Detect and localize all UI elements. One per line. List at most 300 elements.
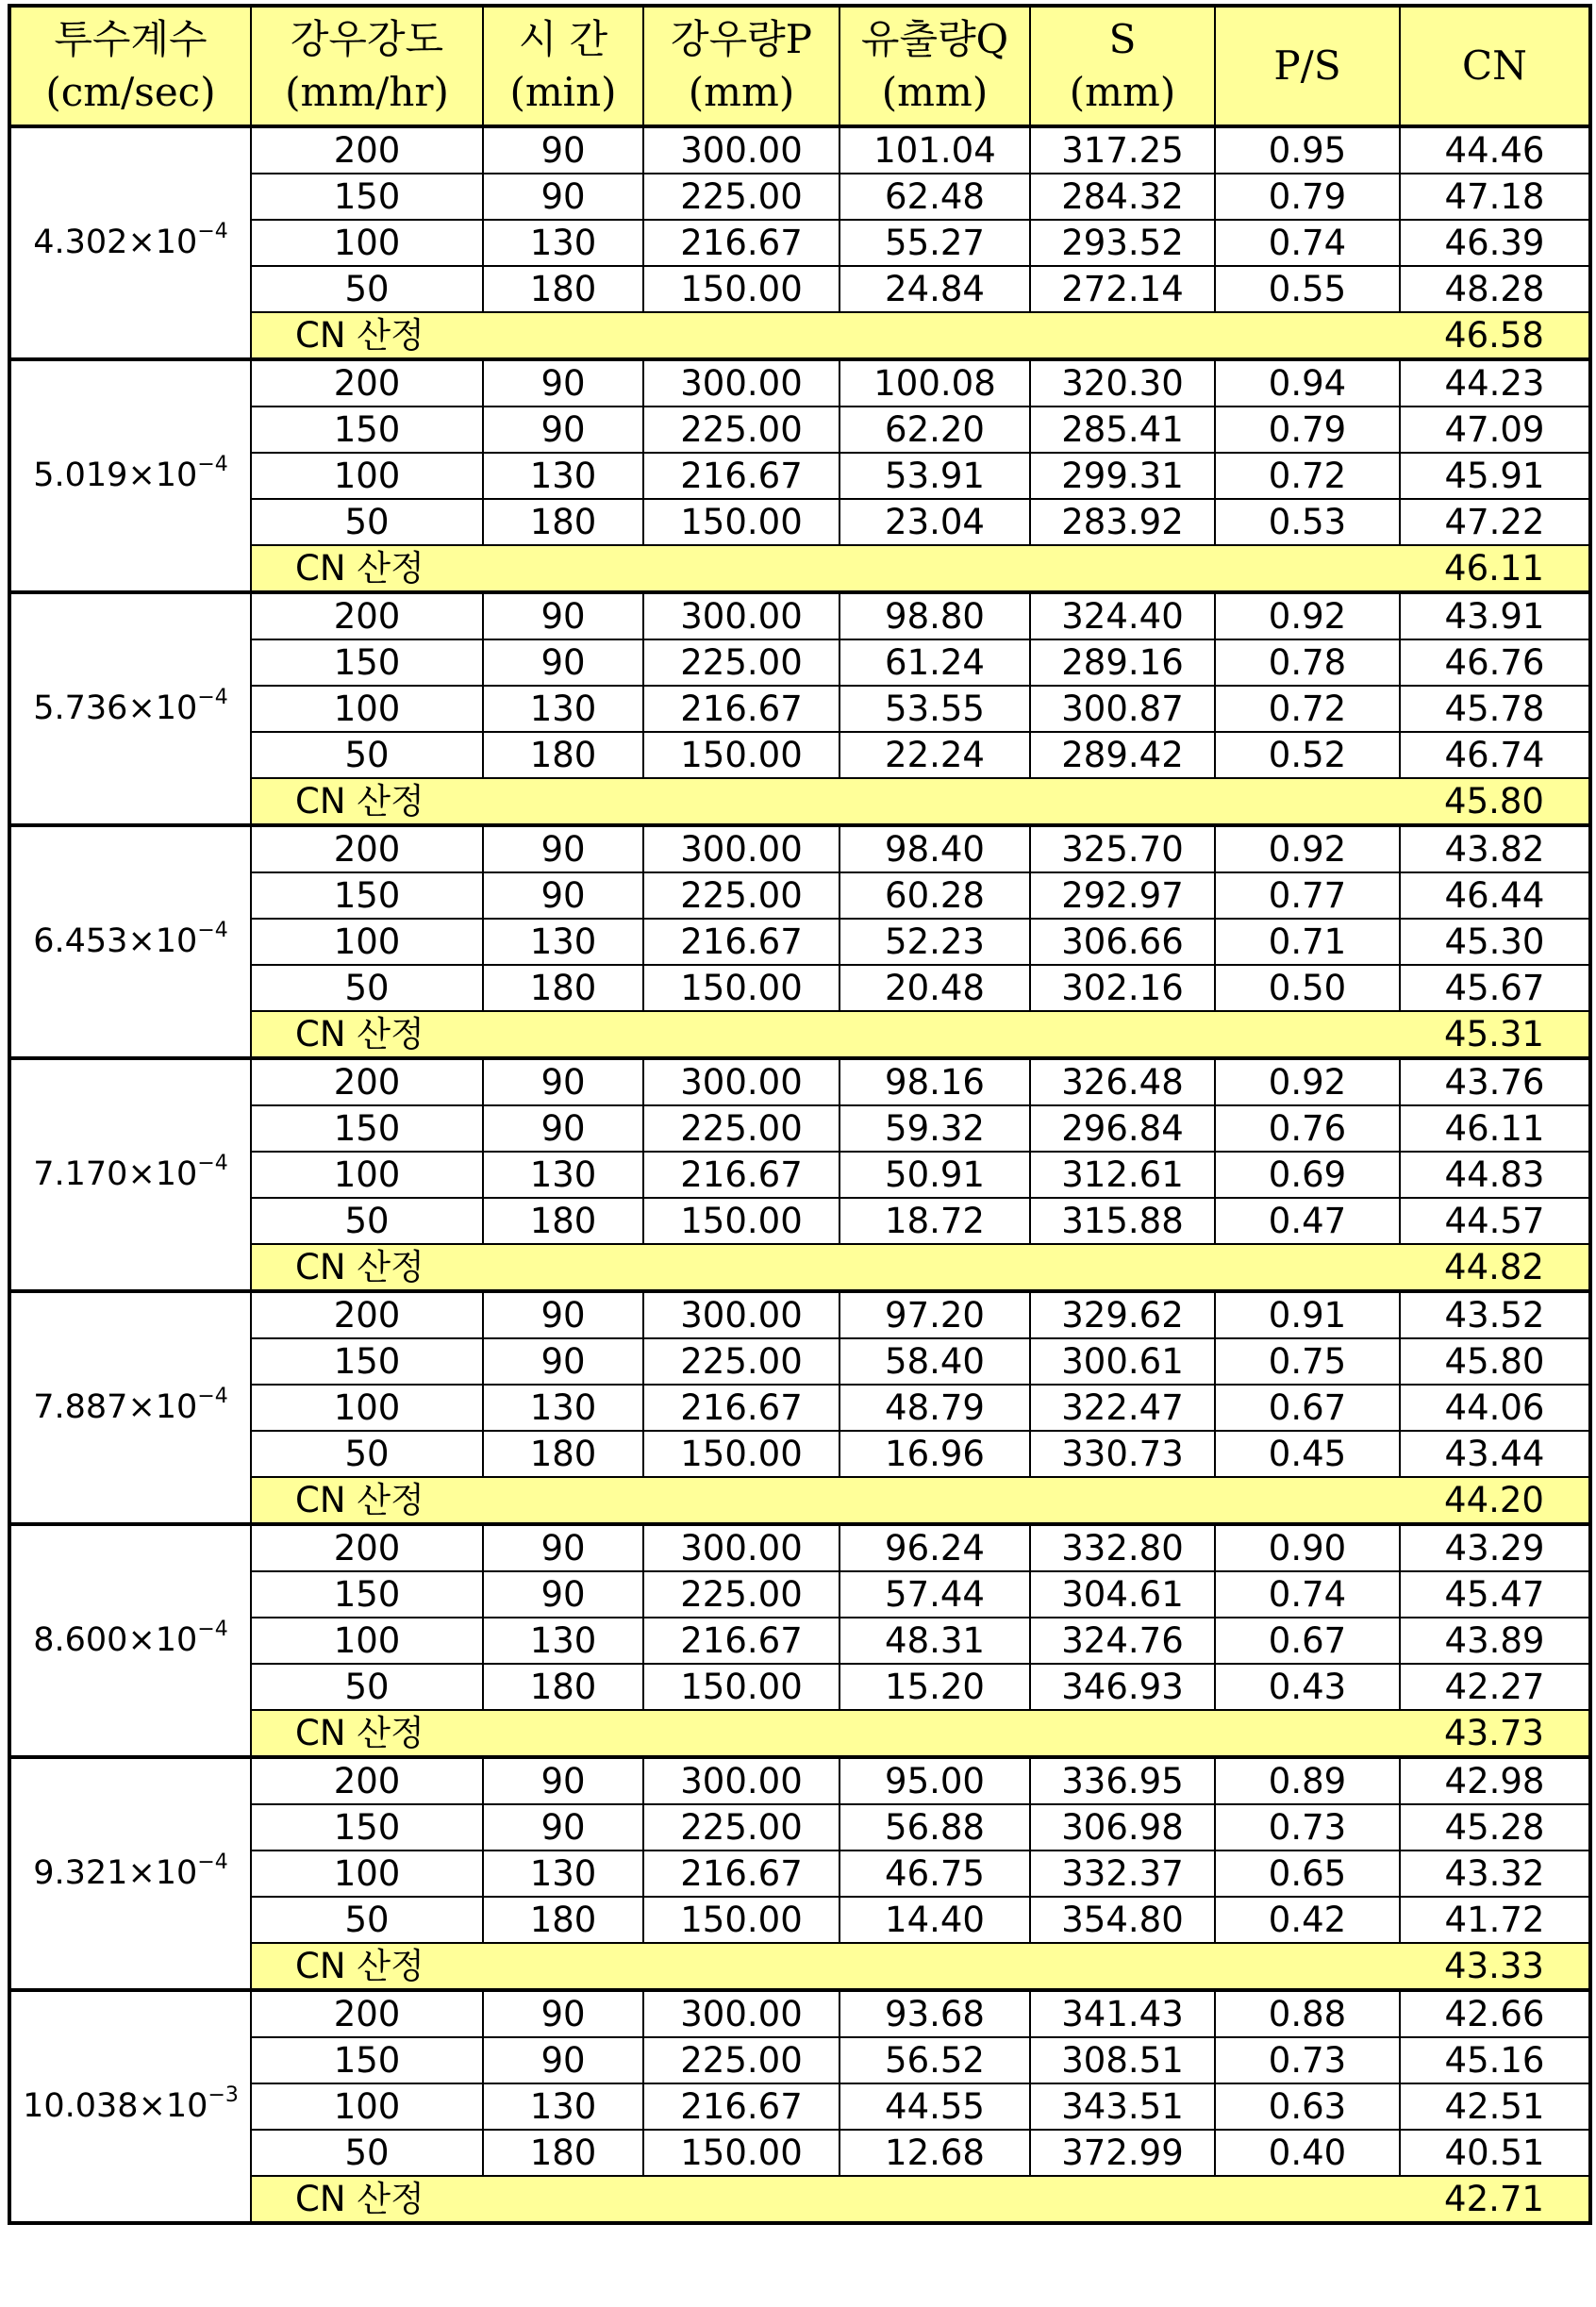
cell-rainfall-p: 300.00 xyxy=(643,592,840,639)
cell-rain-intensity: 50 xyxy=(251,1198,483,1244)
cell-storage-s: 343.51 xyxy=(1030,2083,1215,2130)
cell-runoff-q: 59.32 xyxy=(840,1105,1030,1152)
cell-runoff-q: 61.24 xyxy=(840,639,1030,686)
cn-data-table xyxy=(8,4,1592,2225)
cell-cn: 42.51 xyxy=(1400,2083,1590,2130)
cn-summary-value: 43.73 xyxy=(1400,1710,1590,1757)
cell-storage-s: 354.80 xyxy=(1030,1897,1215,1943)
permeability-mantissa: 10.038 xyxy=(23,2087,139,2125)
permeability-mantissa: 7.170 xyxy=(33,1155,128,1193)
cell-rainfall-p: 216.67 xyxy=(643,2083,840,2130)
cell-rain-intensity: 50 xyxy=(251,266,483,312)
cell-storage-s: 324.76 xyxy=(1030,1618,1215,1664)
cell-duration: 180 xyxy=(483,732,643,778)
header-rainfall-p xyxy=(643,6,840,126)
header-label-line1: 시 간 xyxy=(518,16,608,62)
cell-p-over-s: 0.50 xyxy=(1215,965,1400,1011)
cell-storage-s: 293.52 xyxy=(1030,220,1215,266)
cell-runoff-q: 96.24 xyxy=(840,1524,1030,1571)
cell-rain-intensity: 100 xyxy=(251,453,483,499)
cell-rain-intensity: 150 xyxy=(251,639,483,686)
cell-cn: 45.91 xyxy=(1400,453,1590,499)
cell-p-over-s: 0.74 xyxy=(1215,1571,1400,1618)
cell-runoff-q: 100.08 xyxy=(840,359,1030,407)
cell-rainfall-p: 300.00 xyxy=(643,359,840,407)
cell-rainfall-p: 300.00 xyxy=(643,1291,840,1338)
header-label-line1: 유출량Q xyxy=(860,16,1009,62)
cell-runoff-q: 97.20 xyxy=(840,1291,1030,1338)
cn-summary-value: 43.33 xyxy=(1400,1943,1590,1990)
header-permeability xyxy=(9,6,251,126)
cell-rain-intensity: 200 xyxy=(251,359,483,407)
header-label-line2: (mm) xyxy=(688,69,795,115)
cell-storage-s: 292.97 xyxy=(1030,872,1215,919)
cell-runoff-q: 16.96 xyxy=(840,1431,1030,1477)
permeability-cell xyxy=(9,359,251,592)
cell-rain-intensity: 50 xyxy=(251,1664,483,1710)
permeability-mantissa: 9.321 xyxy=(33,1854,128,1892)
cell-runoff-q: 57.44 xyxy=(840,1571,1030,1618)
table-row xyxy=(9,1757,1590,1804)
cell-runoff-q: 50.91 xyxy=(840,1152,1030,1198)
permeability-mantissa: 5.019 xyxy=(33,456,128,494)
cell-storage-s: 329.62 xyxy=(1030,1291,1215,1338)
cell-runoff-q: 98.16 xyxy=(840,1058,1030,1105)
cn-summary-label: CN 산정 xyxy=(251,545,1400,592)
cell-rain-intensity: 50 xyxy=(251,1897,483,1943)
cell-rain-intensity: 150 xyxy=(251,1571,483,1618)
permeability-cell xyxy=(9,126,251,359)
cell-storage-s: 312.61 xyxy=(1030,1152,1215,1198)
cell-p-over-s: 0.47 xyxy=(1215,1198,1400,1244)
cell-rainfall-p: 150.00 xyxy=(643,1431,840,1477)
cell-storage-s: 289.42 xyxy=(1030,732,1215,778)
table-body xyxy=(9,126,1590,2223)
table-header xyxy=(9,6,1590,126)
cell-duration: 90 xyxy=(483,1757,643,1804)
cell-cn: 45.47 xyxy=(1400,1571,1590,1618)
cell-cn: 47.09 xyxy=(1400,407,1590,453)
cell-storage-s: 330.73 xyxy=(1030,1431,1215,1477)
permeability-mantissa: 5.736 xyxy=(33,689,128,727)
cell-storage-s: 284.32 xyxy=(1030,174,1215,220)
cell-duration: 180 xyxy=(483,1664,643,1710)
cell-rain-intensity: 200 xyxy=(251,1291,483,1338)
cell-duration: 130 xyxy=(483,1385,643,1431)
cell-rain-intensity: 50 xyxy=(251,965,483,1011)
cell-rain-intensity: 50 xyxy=(251,732,483,778)
cell-runoff-q: 46.75 xyxy=(840,1851,1030,1897)
cell-duration: 130 xyxy=(483,453,643,499)
cell-rain-intensity: 100 xyxy=(251,1385,483,1431)
cell-rainfall-p: 216.67 xyxy=(643,453,840,499)
cell-rainfall-p: 150.00 xyxy=(643,965,840,1011)
cell-rain-intensity: 150 xyxy=(251,174,483,220)
cell-rainfall-p: 300.00 xyxy=(643,825,840,872)
cell-rainfall-p: 225.00 xyxy=(643,1571,840,1618)
permeability-mantissa: 7.887 xyxy=(33,1388,128,1426)
cell-storage-s: 308.51 xyxy=(1030,2037,1215,2083)
cell-rainfall-p: 150.00 xyxy=(643,266,840,312)
cn-summary-label: CN 산정 xyxy=(251,312,1400,359)
cell-duration: 90 xyxy=(483,174,643,220)
table-container xyxy=(8,4,1588,2225)
times-sign: ×10 xyxy=(127,456,198,494)
cn-summary-value: 42.71 xyxy=(1400,2176,1590,2223)
cell-p-over-s: 0.95 xyxy=(1215,126,1400,174)
cell-duration: 90 xyxy=(483,1338,643,1385)
cell-duration: 90 xyxy=(483,1571,643,1618)
cell-duration: 180 xyxy=(483,266,643,312)
cn-summary-value: 45.80 xyxy=(1400,778,1590,825)
table-row xyxy=(9,1990,1590,2037)
cell-storage-s: 306.98 xyxy=(1030,1804,1215,1851)
cell-rainfall-p: 216.67 xyxy=(643,1618,840,1664)
cell-rainfall-p: 225.00 xyxy=(643,1338,840,1385)
cell-cn: 46.76 xyxy=(1400,639,1590,686)
cell-rain-intensity: 200 xyxy=(251,1757,483,1804)
cell-runoff-q: 48.79 xyxy=(840,1385,1030,1431)
permeability-exponent: −4 xyxy=(197,1385,228,1408)
cell-runoff-q: 18.72 xyxy=(840,1198,1030,1244)
cell-duration: 180 xyxy=(483,1431,643,1477)
cell-duration: 90 xyxy=(483,359,643,407)
cell-rainfall-p: 225.00 xyxy=(643,1105,840,1152)
header-label-line2: (min) xyxy=(509,69,617,115)
cell-rain-intensity: 200 xyxy=(251,825,483,872)
cell-rainfall-p: 150.00 xyxy=(643,2130,840,2176)
cell-duration: 90 xyxy=(483,1105,643,1152)
cell-cn: 46.44 xyxy=(1400,872,1590,919)
cell-runoff-q: 53.55 xyxy=(840,686,1030,732)
cn-summary-label: CN 산정 xyxy=(251,1011,1400,1058)
cell-cn: 41.72 xyxy=(1400,1897,1590,1943)
cell-storage-s: 322.47 xyxy=(1030,1385,1215,1431)
cn-summary-value: 44.20 xyxy=(1400,1477,1590,1524)
cell-p-over-s: 0.65 xyxy=(1215,1851,1400,1897)
header-cn xyxy=(1400,6,1590,126)
cell-storage-s: 283.92 xyxy=(1030,499,1215,545)
cell-rain-intensity: 100 xyxy=(251,2083,483,2130)
header-label-line2: (mm/hr) xyxy=(285,69,449,115)
cn-summary-value: 44.82 xyxy=(1400,1244,1590,1291)
header-duration xyxy=(483,6,643,126)
table-row xyxy=(9,359,1590,407)
header-storage-s xyxy=(1030,6,1215,126)
cell-p-over-s: 0.79 xyxy=(1215,174,1400,220)
cell-p-over-s: 0.63 xyxy=(1215,2083,1400,2130)
cell-cn: 43.29 xyxy=(1400,1524,1590,1571)
cell-duration: 130 xyxy=(483,919,643,965)
cell-runoff-q: 22.24 xyxy=(840,732,1030,778)
header-p-over-s xyxy=(1215,6,1400,126)
cell-p-over-s: 0.92 xyxy=(1215,1058,1400,1105)
permeability-exponent: −4 xyxy=(197,453,228,476)
cell-duration: 180 xyxy=(483,2130,643,2176)
cell-p-over-s: 0.72 xyxy=(1215,686,1400,732)
permeability-exponent: −3 xyxy=(208,2083,239,2107)
cell-rain-intensity: 150 xyxy=(251,1338,483,1385)
header-label-line2: (mm) xyxy=(1069,69,1176,115)
cn-summary-label: CN 산정 xyxy=(251,778,1400,825)
cell-duration: 90 xyxy=(483,407,643,453)
cell-rainfall-p: 216.67 xyxy=(643,1152,840,1198)
cell-runoff-q: 56.88 xyxy=(840,1804,1030,1851)
times-sign: ×10 xyxy=(127,1854,198,1892)
table-row xyxy=(9,1524,1590,1571)
cell-rainfall-p: 216.67 xyxy=(643,1385,840,1431)
cell-rainfall-p: 150.00 xyxy=(643,1897,840,1943)
cell-cn: 44.23 xyxy=(1400,359,1590,407)
cell-rainfall-p: 300.00 xyxy=(643,126,840,174)
cn-summary-label: CN 산정 xyxy=(251,1710,1400,1757)
times-sign: ×10 xyxy=(127,1155,198,1193)
cell-rainfall-p: 225.00 xyxy=(643,174,840,220)
cell-storage-s: 306.66 xyxy=(1030,919,1215,965)
cell-p-over-s: 0.91 xyxy=(1215,1291,1400,1338)
cell-runoff-q: 23.04 xyxy=(840,499,1030,545)
cell-duration: 130 xyxy=(483,1618,643,1664)
cell-cn: 43.32 xyxy=(1400,1851,1590,1897)
cell-p-over-s: 0.72 xyxy=(1215,453,1400,499)
cell-duration: 130 xyxy=(483,1152,643,1198)
cell-cn: 44.83 xyxy=(1400,1152,1590,1198)
cell-duration: 180 xyxy=(483,1198,643,1244)
cell-rainfall-p: 225.00 xyxy=(643,872,840,919)
cell-runoff-q: 52.23 xyxy=(840,919,1030,965)
cell-storage-s: 332.80 xyxy=(1030,1524,1215,1571)
header-label-line2: (cm/sec) xyxy=(45,69,216,115)
cn-summary-label: CN 산정 xyxy=(251,1477,1400,1524)
cell-p-over-s: 0.67 xyxy=(1215,1618,1400,1664)
cell-rain-intensity: 50 xyxy=(251,1431,483,1477)
cell-cn: 45.78 xyxy=(1400,686,1590,732)
cell-rain-intensity: 50 xyxy=(251,2130,483,2176)
cell-cn: 45.30 xyxy=(1400,919,1590,965)
cell-p-over-s: 0.43 xyxy=(1215,1664,1400,1710)
cell-cn: 44.57 xyxy=(1400,1198,1590,1244)
cell-duration: 90 xyxy=(483,872,643,919)
cell-storage-s: 341.43 xyxy=(1030,1990,1215,2037)
cn-summary-label: CN 산정 xyxy=(251,1943,1400,1990)
cn-summary-label: CN 산정 xyxy=(251,1244,1400,1291)
cell-rain-intensity: 200 xyxy=(251,1990,483,2037)
cell-storage-s: 326.48 xyxy=(1030,1058,1215,1105)
cell-cn: 47.22 xyxy=(1400,499,1590,545)
cell-rainfall-p: 225.00 xyxy=(643,2037,840,2083)
cell-cn: 43.52 xyxy=(1400,1291,1590,1338)
cell-rain-intensity: 100 xyxy=(251,1152,483,1198)
header-label-line2: (mm) xyxy=(881,69,989,115)
cell-cn: 43.82 xyxy=(1400,825,1590,872)
cell-p-over-s: 0.71 xyxy=(1215,919,1400,965)
cell-rainfall-p: 216.67 xyxy=(643,220,840,266)
permeability-mantissa: 6.453 xyxy=(33,922,128,960)
permeability-exponent: −4 xyxy=(197,1851,228,1874)
table-row xyxy=(9,1291,1590,1338)
header-label-line1: 강우강도 xyxy=(290,16,444,62)
cell-runoff-q: 20.48 xyxy=(840,965,1030,1011)
cell-duration: 90 xyxy=(483,2037,643,2083)
cell-duration: 90 xyxy=(483,1291,643,1338)
cell-cn: 45.67 xyxy=(1400,965,1590,1011)
permeability-exponent: −4 xyxy=(197,220,228,243)
permeability-exponent: −4 xyxy=(197,1152,228,1175)
times-sign: ×10 xyxy=(127,922,198,960)
cn-summary-value: 45.31 xyxy=(1400,1011,1590,1058)
cell-rainfall-p: 216.67 xyxy=(643,686,840,732)
cell-rain-intensity: 100 xyxy=(251,220,483,266)
cell-p-over-s: 0.78 xyxy=(1215,639,1400,686)
cell-rainfall-p: 300.00 xyxy=(643,1058,840,1105)
cell-duration: 90 xyxy=(483,1058,643,1105)
cell-duration: 90 xyxy=(483,639,643,686)
cell-storage-s: 302.16 xyxy=(1030,965,1215,1011)
cell-runoff-q: 98.40 xyxy=(840,825,1030,872)
times-sign: ×10 xyxy=(127,224,198,261)
cell-storage-s: 332.37 xyxy=(1030,1851,1215,1897)
cell-duration: 180 xyxy=(483,1897,643,1943)
cell-rain-intensity: 200 xyxy=(251,1524,483,1571)
cell-p-over-s: 0.73 xyxy=(1215,2037,1400,2083)
cell-cn: 45.80 xyxy=(1400,1338,1590,1385)
cell-p-over-s: 0.75 xyxy=(1215,1338,1400,1385)
header-label-line1: S xyxy=(1108,16,1137,62)
cell-rainfall-p: 300.00 xyxy=(643,1524,840,1571)
cell-runoff-q: 62.48 xyxy=(840,174,1030,220)
cell-duration: 130 xyxy=(483,686,643,732)
cell-rain-intensity: 200 xyxy=(251,1058,483,1105)
cell-storage-s: 304.61 xyxy=(1030,1571,1215,1618)
cell-cn: 45.16 xyxy=(1400,2037,1590,2083)
cell-runoff-q: 14.40 xyxy=(840,1897,1030,1943)
cell-runoff-q: 48.31 xyxy=(840,1618,1030,1664)
cell-rain-intensity: 100 xyxy=(251,1851,483,1897)
table-row xyxy=(9,592,1590,639)
cell-runoff-q: 24.84 xyxy=(840,266,1030,312)
table-row xyxy=(9,1058,1590,1105)
cell-p-over-s: 0.76 xyxy=(1215,1105,1400,1152)
cell-duration: 90 xyxy=(483,1990,643,2037)
cell-p-over-s: 0.53 xyxy=(1215,499,1400,545)
header-label-line1: CN xyxy=(1462,42,1527,89)
cell-p-over-s: 0.69 xyxy=(1215,1152,1400,1198)
cell-rain-intensity: 100 xyxy=(251,919,483,965)
cell-rainfall-p: 150.00 xyxy=(643,732,840,778)
cell-p-over-s: 0.92 xyxy=(1215,825,1400,872)
cell-rainfall-p: 150.00 xyxy=(643,1198,840,1244)
cell-runoff-q: 95.00 xyxy=(840,1757,1030,1804)
cell-cn: 40.51 xyxy=(1400,2130,1590,2176)
cell-cn: 43.44 xyxy=(1400,1431,1590,1477)
cell-rain-intensity: 200 xyxy=(251,592,483,639)
times-sign: ×10 xyxy=(127,1621,198,1659)
cell-rainfall-p: 300.00 xyxy=(643,1757,840,1804)
cell-rain-intensity: 200 xyxy=(251,126,483,174)
cell-runoff-q: 101.04 xyxy=(840,126,1030,174)
header-label-line1: 투수계수 xyxy=(54,16,208,62)
cell-p-over-s: 0.88 xyxy=(1215,1990,1400,2037)
cell-p-over-s: 0.45 xyxy=(1215,1431,1400,1477)
cell-duration: 130 xyxy=(483,1851,643,1897)
cell-duration: 90 xyxy=(483,1804,643,1851)
cell-duration: 90 xyxy=(483,126,643,174)
cell-runoff-q: 93.68 xyxy=(840,1990,1030,2037)
cell-storage-s: 299.31 xyxy=(1030,453,1215,499)
cell-cn: 48.28 xyxy=(1400,266,1590,312)
cell-runoff-q: 55.27 xyxy=(840,220,1030,266)
cell-rain-intensity: 150 xyxy=(251,2037,483,2083)
cell-duration: 180 xyxy=(483,499,643,545)
cell-rainfall-p: 225.00 xyxy=(643,1804,840,1851)
cell-rainfall-p: 150.00 xyxy=(643,499,840,545)
cell-rainfall-p: 225.00 xyxy=(643,407,840,453)
cell-p-over-s: 0.55 xyxy=(1215,266,1400,312)
cell-runoff-q: 53.91 xyxy=(840,453,1030,499)
cell-p-over-s: 0.90 xyxy=(1215,1524,1400,1571)
permeability-cell xyxy=(9,1757,251,1990)
cell-runoff-q: 12.68 xyxy=(840,2130,1030,2176)
cell-p-over-s: 0.52 xyxy=(1215,732,1400,778)
permeability-cell xyxy=(9,1058,251,1291)
header-label-line1: P/S xyxy=(1273,42,1341,89)
permeability-exponent: −4 xyxy=(197,686,228,709)
cell-rainfall-p: 300.00 xyxy=(643,1990,840,2037)
cell-cn: 43.91 xyxy=(1400,592,1590,639)
cell-rainfall-p: 216.67 xyxy=(643,1851,840,1897)
cell-cn: 46.74 xyxy=(1400,732,1590,778)
cell-p-over-s: 0.92 xyxy=(1215,592,1400,639)
cell-runoff-q: 62.20 xyxy=(840,407,1030,453)
cell-p-over-s: 0.89 xyxy=(1215,1757,1400,1804)
cn-summary-label: CN 산정 xyxy=(251,2176,1400,2223)
permeability-mantissa: 8.600 xyxy=(33,1621,128,1659)
cell-storage-s: 325.70 xyxy=(1030,825,1215,872)
cell-rain-intensity: 150 xyxy=(251,407,483,453)
cell-p-over-s: 0.94 xyxy=(1215,359,1400,407)
cell-rainfall-p: 225.00 xyxy=(643,639,840,686)
cell-duration: 90 xyxy=(483,825,643,872)
cell-cn: 45.28 xyxy=(1400,1804,1590,1851)
cell-storage-s: 320.30 xyxy=(1030,359,1215,407)
cell-cn: 43.76 xyxy=(1400,1058,1590,1105)
cell-rain-intensity: 150 xyxy=(251,1105,483,1152)
cell-rainfall-p: 216.67 xyxy=(643,919,840,965)
cell-duration: 180 xyxy=(483,965,643,1011)
permeability-exponent: −4 xyxy=(197,919,228,942)
cell-duration: 90 xyxy=(483,1524,643,1571)
cell-cn: 46.39 xyxy=(1400,220,1590,266)
permeability-exponent: −4 xyxy=(197,1618,228,1641)
table-row xyxy=(9,825,1590,872)
cell-cn: 47.18 xyxy=(1400,174,1590,220)
header-runoff-q xyxy=(840,6,1030,126)
cell-rain-intensity: 150 xyxy=(251,872,483,919)
permeability-cell xyxy=(9,1524,251,1757)
header-row xyxy=(9,6,1590,126)
cell-storage-s: 289.16 xyxy=(1030,639,1215,686)
cell-runoff-q: 44.55 xyxy=(840,2083,1030,2130)
cell-p-over-s: 0.79 xyxy=(1215,407,1400,453)
cell-rain-intensity: 100 xyxy=(251,686,483,732)
cell-cn: 42.66 xyxy=(1400,1990,1590,2037)
cell-runoff-q: 56.52 xyxy=(840,2037,1030,2083)
cell-cn: 44.46 xyxy=(1400,126,1590,174)
cell-storage-s: 372.99 xyxy=(1030,2130,1215,2176)
cell-p-over-s: 0.74 xyxy=(1215,220,1400,266)
header-rain-intensity xyxy=(251,6,483,126)
cell-storage-s: 324.40 xyxy=(1030,592,1215,639)
